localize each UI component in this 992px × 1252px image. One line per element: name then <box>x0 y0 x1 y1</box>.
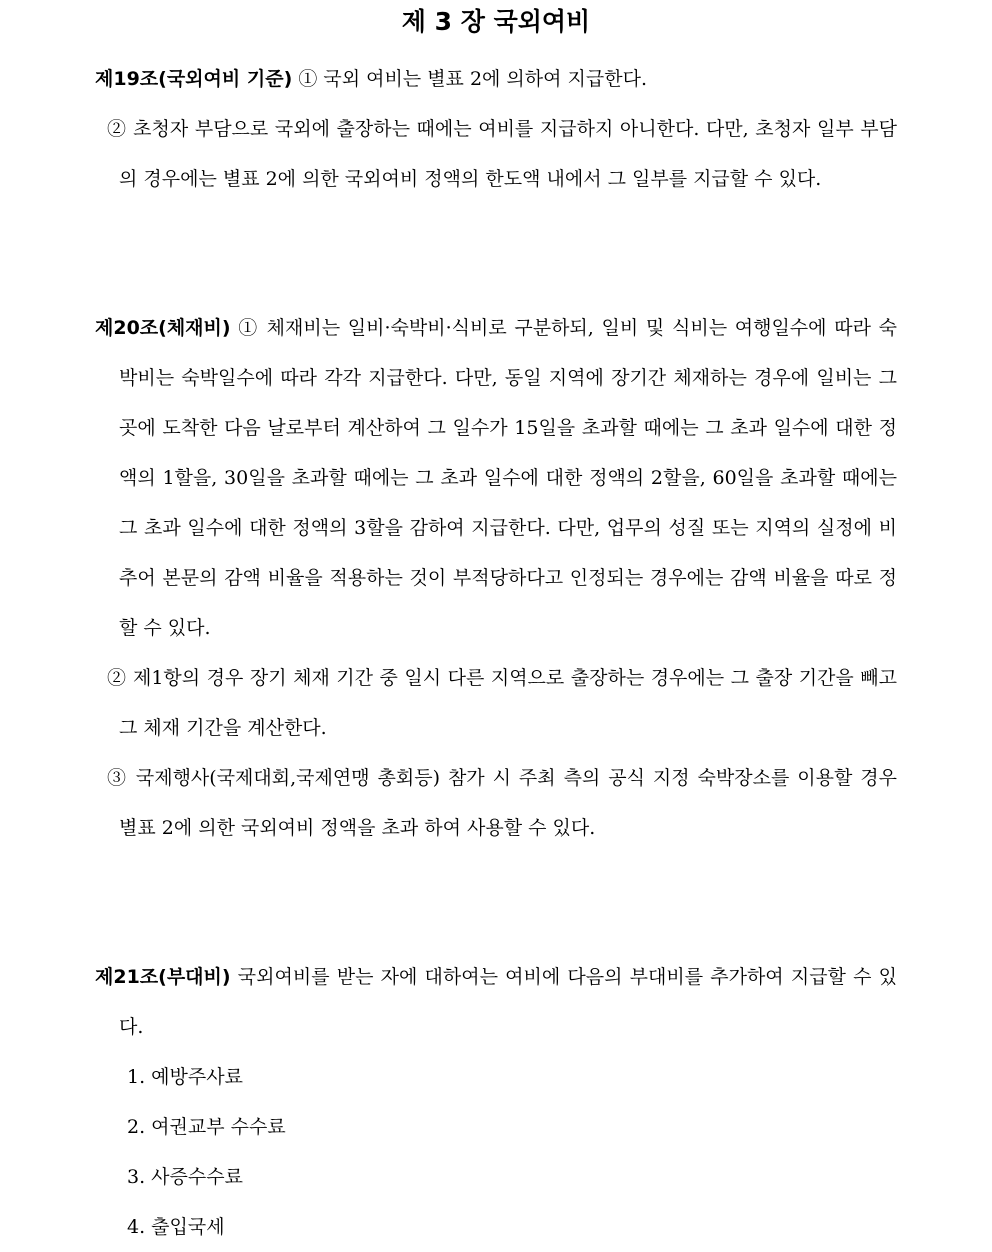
list-item: 3. 사증수수료 <box>127 1166 243 1188</box>
article-19-paragraph-2: ② 초청자 부담으로 국외에 출장하는 때에는 여비를 지급하지 아니한다. 다만, 초청자 일부 부담의 경우에는 별표 2에 의한 국외여비 정액의 한도액 내에서 그 일부를 지급할 수 있다. <box>107 118 897 190</box>
article-20-paragraph-1 <box>95 303 897 653</box>
chapter-title: 제 3 장 국외여비 <box>401 7 591 36</box>
article-21-paragraph-1-text: 국외여비를 받는 자에 대하여는 여비에 다음의 부대비를 추가하여 지급할 수 있다. <box>119 966 897 1038</box>
article-19-paragraph-1-text: ① 국외 여비는 별표 2에 의하여 지급한다. <box>298 68 647 90</box>
article-20-paragraph-2: ② 제1항의 경우 장기 체재 기간 중 일시 다른 지역으로 출장하는 경우에는 그 출장 기간을 빼고 그 체재 기간을 계산한다. <box>107 667 897 739</box>
article-20-heading: 제20조(체재비) <box>95 317 231 339</box>
list-item: 4. 출입국세 <box>127 1216 225 1238</box>
article-21-paragraph-1 <box>95 952 897 1052</box>
article-21-heading: 제21조(부대비) <box>95 966 231 988</box>
article-19 <box>95 54 897 204</box>
article-21-item-list <box>95 1052 897 1252</box>
article-20 <box>95 303 897 853</box>
article-20-paragraph-3: ③ 국제행사(국제대회,국제연맹 총회등) 참가 시 주최 측의 공식 지정 숙박장소를 이용할 경우 별표 2에 의한 국외여비 정액을 초과 하여 사용할 수 있다. <box>107 767 897 839</box>
article-19-paragraph-1 <box>95 54 897 104</box>
list-item: 1. 예방주사료 <box>127 1066 243 1088</box>
list-item: 2. 여권교부 수수료 <box>127 1116 286 1138</box>
article-21 <box>95 952 897 1252</box>
article-20-paragraph-1-text: ① 체재비는 일비·숙박비·식비로 구분하되, 일비 및 식비는 여행일수에 따라 숙박비는 숙박일수에 따라 각각 지급한다. 다만, 동일 지역에 장기간 체재하는 경우에 일비는 그곳에 도착한 다음 날로부터 계산하여 그 일수가 15일을 초과할 때에는 그 초과 일수에 대한 정액의 1할을, 30일을 초과할 때에는 그 초과 일수에 대한 정액의 2할을, 60일을 초과할 때에는 그 초과 일수에 대한 정액의 3할을 감하여 지급한다. 다만, 업무의 성질 또는 지역의 실정에 비추어 본문의 감액 비율을 적용하는 것이 부적당하다고 인정되는 경우에는 감액 비율을 따로 정할 수 있다. <box>119 317 897 639</box>
article-19-heading: 제19조(국외여비 기준) <box>95 68 293 90</box>
